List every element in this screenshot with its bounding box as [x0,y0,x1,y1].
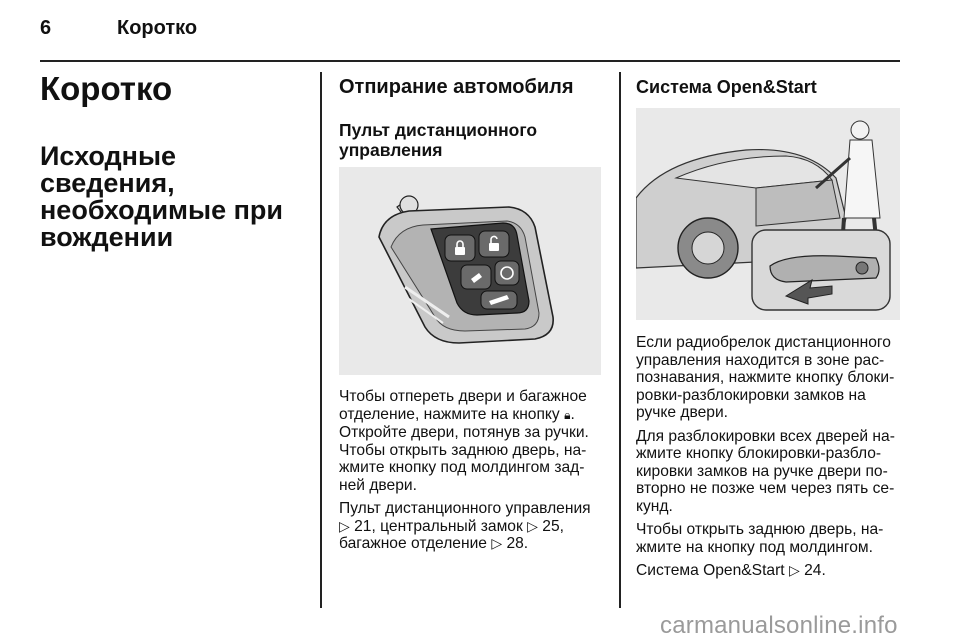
page-number: 6 [40,17,52,39]
text-line: Чтобы открыть заднюю дверь, на- [636,521,884,538]
paragraph-references [339,500,609,553]
text-line: Откройте двери, потянув за ручки. [339,424,589,441]
text-line: ровки-разблокировки замков на [636,386,866,404]
section-title-open-start: Система Open&Start [636,77,817,97]
key-fob-figure [339,167,601,375]
subsection-title-line: управления [339,140,443,160]
section-title-line: необходимые при [40,195,283,225]
paragraph-reference [636,562,904,580]
text-line: багажное отделение [339,535,487,552]
text-line: Если радиобрелок дистанционного [636,334,891,351]
open-start-figure [636,108,900,320]
text-line: вторно не позже чем через пять се- [636,480,895,497]
section-title-info [40,143,310,251]
paragraph [636,428,904,516]
section-title-line: вождении [40,222,174,252]
text-line: Для разблокировки всех дверей на- [636,427,895,445]
paragraph [339,388,609,494]
text-line: ручке двери. [636,404,729,421]
section-title-unlocking: Отпирание автомобиля [339,76,574,98]
page-ref-link[interactable]: 21, центральный замок [354,517,523,535]
subsection-title-line: Пульт дистанционного [339,120,538,140]
text-line: жмите на кнопку под молдингом. [636,538,873,556]
remote-instructions [339,388,609,559]
subsection-title-remote [339,120,537,160]
page-ref-link[interactable]: 24. [804,562,826,579]
open-start-instructions [636,334,904,586]
column-divider-right [619,72,621,608]
text-line: кунд. [636,497,673,515]
text-line: жмите кнопку блокировки-разбло- [636,445,882,462]
chapter-title: Коротко [40,70,173,107]
page-ref-arrow-icon: ▷ [788,562,800,578]
page-ref-arrow-icon: ▷ [339,517,350,534]
text-line: познавания, нажмите кнопку блоки- [636,369,895,386]
page-ref-link[interactable]: 25, [542,517,564,535]
text-line: кировки замков на ручке двери по- [636,462,888,480]
page-ref-arrow-icon: ▷ [527,517,538,534]
watermark: carmanualsonline.info [660,612,898,639]
text-line: Чтобы отпереть двери и багажное [339,388,587,405]
running-title: Коротко [117,17,198,39]
paragraph [636,521,904,556]
text-tail: . [570,405,575,423]
paragraph [636,334,904,422]
page-ref-arrow-icon: ▷ [491,535,503,551]
header-rule [40,60,900,62]
text-line: ней двери. [339,476,417,494]
text-line: Система Open&Start [636,562,785,579]
text-line: управления находится в зоне рас- [636,351,885,369]
text-line: Чтобы открыть заднюю дверь, на- [339,441,587,459]
text-line: отделение, нажмите на кнопку [339,405,560,423]
text-line: жмите кнопку под молдингом зад- [339,459,585,476]
key-fob-illustration [339,167,601,375]
section-title-line: Исходные сведения, [40,141,177,198]
text-line: Пульт дистанционного управления [339,500,591,517]
page-ref-link[interactable]: 28. [506,535,529,552]
column-divider-left [320,72,322,608]
lock-icon: 🔒︎ [564,407,571,422]
car-door-illustration [636,108,900,320]
